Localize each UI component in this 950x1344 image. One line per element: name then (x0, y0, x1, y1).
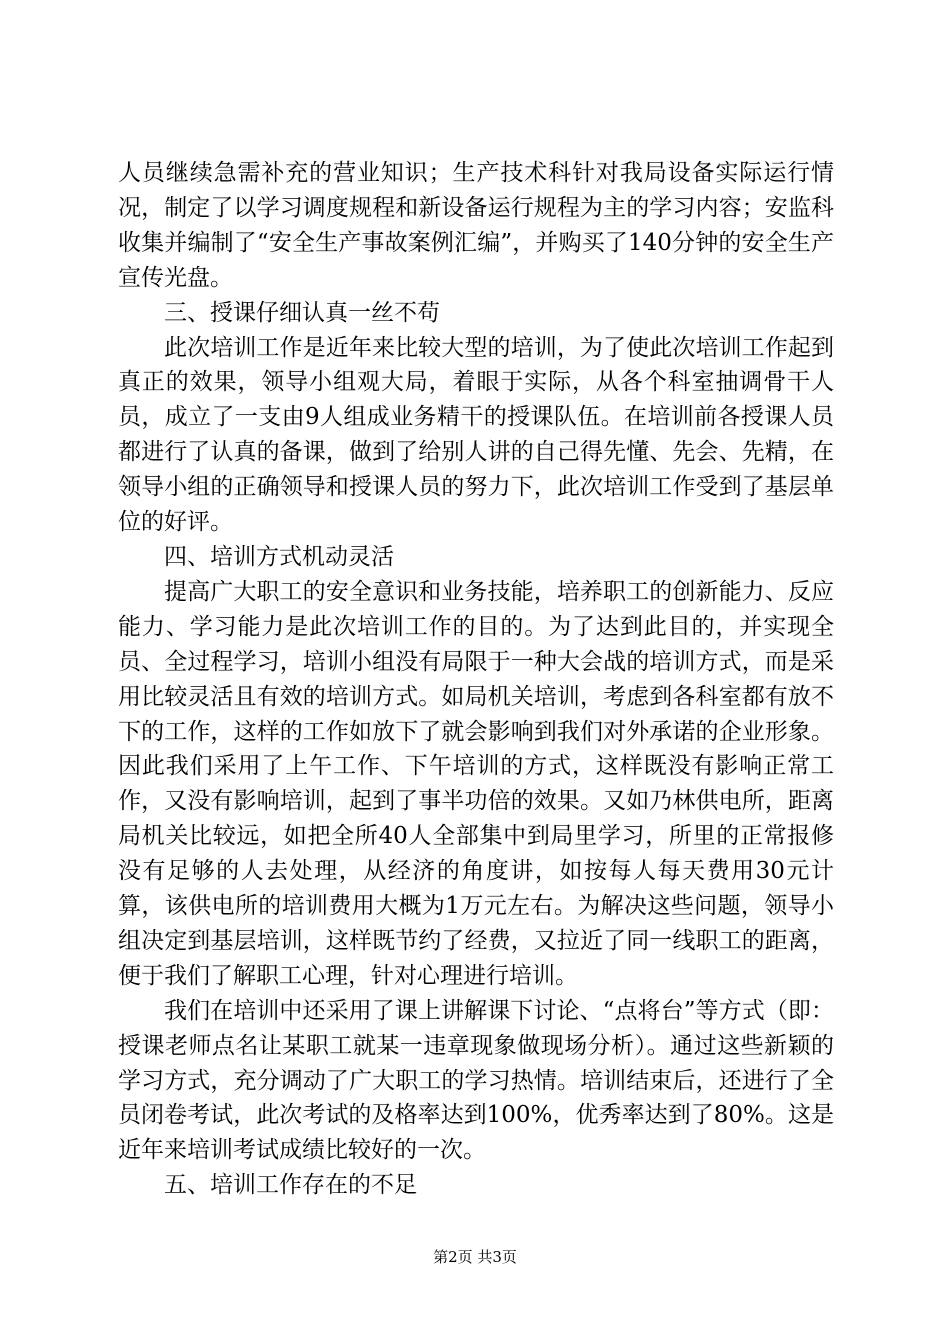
section-heading-3: 三、授课仔细认真一丝不苟 (164, 299, 440, 326)
paragraph-2: 此次培训工作是近年来比较大型的培训，为了使此次培训工作起到真正的效果，领导小组观大局，着眼于实际，从各个科室抽调骨干人员，成立了一支由9人组成业务精干的授课队伍。在培训前各授课人员都进行了认真的备课，做到了给别人讲的自己得先懂、先会、先精，在领导小组的正确领导和授课人员的努力下，此次培训工作受到了基层单位的好评。 (118, 334, 834, 536)
paragraph-1: 人员继续急需补充的营业知识；生产技术科针对我局设备实际运行情况，制定了以学习调度规程和新设备运行规程为主的学习内容；安监科收集并编制了“安全生产事故案例汇编”，并购买了140分钟的安全生产宣传光盘。 (118, 160, 834, 291)
page-footer: 第2页 共3页 (433, 1248, 517, 1266)
section-heading-4: 四、培训方式机动灵活 (164, 543, 394, 570)
paragraph-4: 我们在培训中还采用了课上讲解课下讨论、“点将台”等方式（即：授课老师点名让某职工就某一违章现象做现场分析）。通过这些新颖的学习方式，充分调动了广大职工的学习热情。培训结束后，还进行了全员闭卷考试，此次考试的及格率达到100%，优秀率达到了80%。这是近年来培训考试成绩比较好的一次。 (118, 997, 834, 1164)
section-heading-5: 五、培训工作存在的不足 (164, 1172, 417, 1199)
paragraph-3: 提高广大职工的安全意识和业务技能，培养职工的创新能力、反应能力、学习能力是此次培训工作的目的。为了达到此目的，并实现全员、全过程学习，培训小组没有局限于一种大会战的培训方式，而是采用比较灵活且有效的培训方式。如局机关培训，考虑到各科室都有放不下的工作，这样的工作如放下了就会影响到我们对外承诺的企业形象。因此我们采用了上午工作、下午培训的方式，这样既没有影响正常工作，又没有影响培训，起到了事半功倍的效果。又如乃林供电所，距离局机关比较远，如把全所40人全部集中到局里学习，所里的正常报修没有足够的人去处理，从经济的角度讲，如按每人每天费用30元计算，该供电所的培训费用大概为1万元左右。为解决这些问题，领导小组决定到基层培训，这样既节约了经费，又拉近了同一线职工的距离，便于我们了解职工心理，针对心理进行培训。 (118, 578, 834, 989)
document-body (118, 156, 834, 1203)
